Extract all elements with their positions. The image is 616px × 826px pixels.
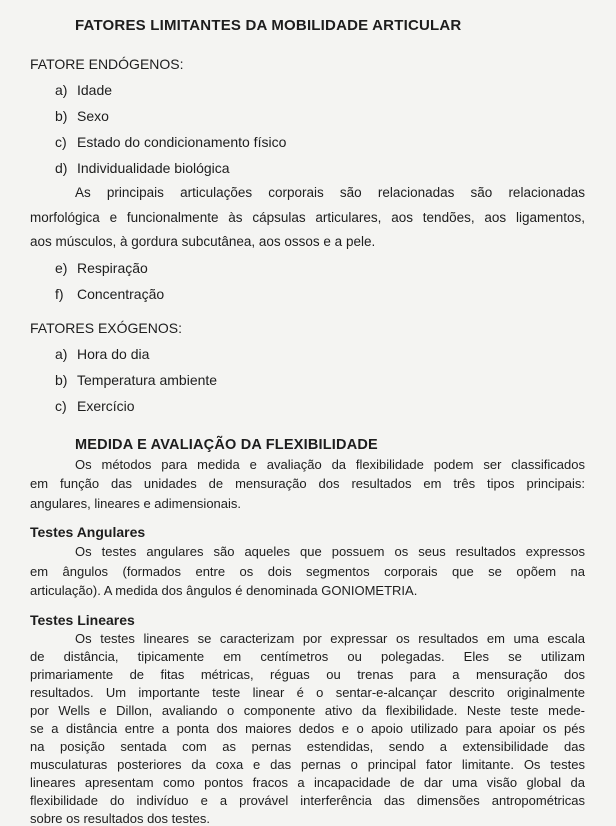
list-item-text: Hora do dia: [77, 345, 150, 362]
list-item-marker: f): [55, 285, 64, 302]
testes-lineares-heading: Testes Lineares: [30, 611, 135, 628]
list-item-marker: a): [55, 345, 68, 362]
list-item: [30, 367, 585, 393]
list-item-text: Respiração: [77, 259, 148, 276]
paragraph-line: As principais articulações corporais são relacionadas são relacionadas: [75, 185, 585, 200]
list-item-text: Temperatura ambiente: [77, 371, 218, 388]
list-item-text: Idade: [77, 82, 113, 98]
paragraph-line: Os testes angulares são aqueles que possuem os seus resultados expressos: [75, 544, 585, 559]
paragraph-line: em ângulos (formados entre os dois segmentos corporais que se opõem na: [30, 563, 585, 579]
testes-angulares-heading: Testes Angulares: [30, 524, 146, 540]
paragraph-line: lineares apresentam como pontos fracos a incapacidade de dar uma visão global da: [30, 774, 585, 790]
paragraph-line: musculaturas posteriores da coxa e das pernas o principal fator limitante. Os testes: [30, 756, 585, 772]
paragraph-line: Os métodos para medida e avaliação da flexibilidade podem ser classificados: [75, 456, 585, 472]
testes-angulares-paragraph: [30, 542, 585, 601]
list-item: [30, 103, 585, 129]
list-item-text: Estado do condicionamento físico: [77, 134, 287, 150]
document-title: FATORES LIMITANTES DA MOBILIDADE ARTICULAR: [75, 17, 462, 34]
endogenous-heading: FATORE ENDÓGENOS:: [30, 56, 184, 72]
paragraph-line: sobre os resultados dos testes.: [30, 810, 210, 826]
endogenous-paragraph: [30, 181, 585, 255]
list-item: [30, 255, 585, 281]
paragraph-line: articulação). A medida dos ângulos é denominada GONIOMETRIA.: [30, 583, 418, 598]
list-item-text: Exercício: [77, 397, 135, 414]
list-item: [30, 281, 585, 307]
paragraph-line: aos músculos, à gordura subcutânea, aos ossos e a pele.: [30, 234, 376, 249]
list-item-text: Sexo: [77, 108, 109, 124]
list-item: [30, 129, 585, 155]
list-item-marker: a): [55, 82, 68, 98]
list-item-text: Concentração: [77, 285, 165, 302]
medida-paragraph: [30, 455, 585, 514]
list-item: [30, 341, 585, 367]
list-item-marker: b): [55, 108, 68, 124]
testes-lineares-paragraph: [30, 630, 585, 826]
paragraph-line: angulares, lineares e adimensionais.: [30, 495, 242, 511]
paragraph-line: em função das unidades de mensuração dos resultados em três tipos principais:: [30, 476, 585, 491]
paragraph-line: por Wells e Dillon, avaliando o componente ativo da flexibilidade. Neste teste mede-: [30, 702, 585, 718]
list-item-marker: b): [55, 371, 68, 388]
list-item: [30, 77, 585, 103]
paragraph-line: flexibilidade do indivíduo e a provável interferência das dimensões antropométricas: [30, 792, 585, 808]
list-item-marker: e): [55, 259, 68, 276]
exogenous-heading: FATORES EXÓGENOS:: [30, 319, 182, 336]
paragraph-line: na posição sentada com as pernas estendidas, sendo a extensibilidade das: [30, 738, 585, 754]
list-item: [30, 155, 585, 181]
paragraph-line: Os testes lineares se caracterizam por expressar os resultados em uma escala: [75, 630, 585, 646]
paragraph-line: morfológica e funcionalmente às cápsulas articulares, aos tendões, aos ligamentos,: [30, 209, 585, 225]
paragraph-line: se a distância entre a ponta dos maiores dedos e o apoio utilizado para apoiar os pés: [30, 720, 585, 736]
list-item: [30, 393, 585, 419]
medida-heading: MEDIDA E AVALIAÇÃO DA FLEXIBILIDADE: [75, 436, 378, 453]
list-item-marker: c): [55, 397, 67, 414]
list-item-marker: c): [55, 134, 67, 150]
list-item-text: Individualidade biológica: [77, 160, 230, 176]
paragraph-line: primariamente de fitas métricas, réguas ou trenas para a mensuração dos: [30, 666, 585, 682]
paragraph-line: de distância, tipicamente em centímetros ou polegadas. Eles se utilizam: [30, 648, 585, 664]
paragraph-line: resultados. Um importante teste linear é o sentar-e-alcançar descrito originalmente: [30, 684, 585, 700]
list-item-marker: d): [55, 160, 68, 176]
